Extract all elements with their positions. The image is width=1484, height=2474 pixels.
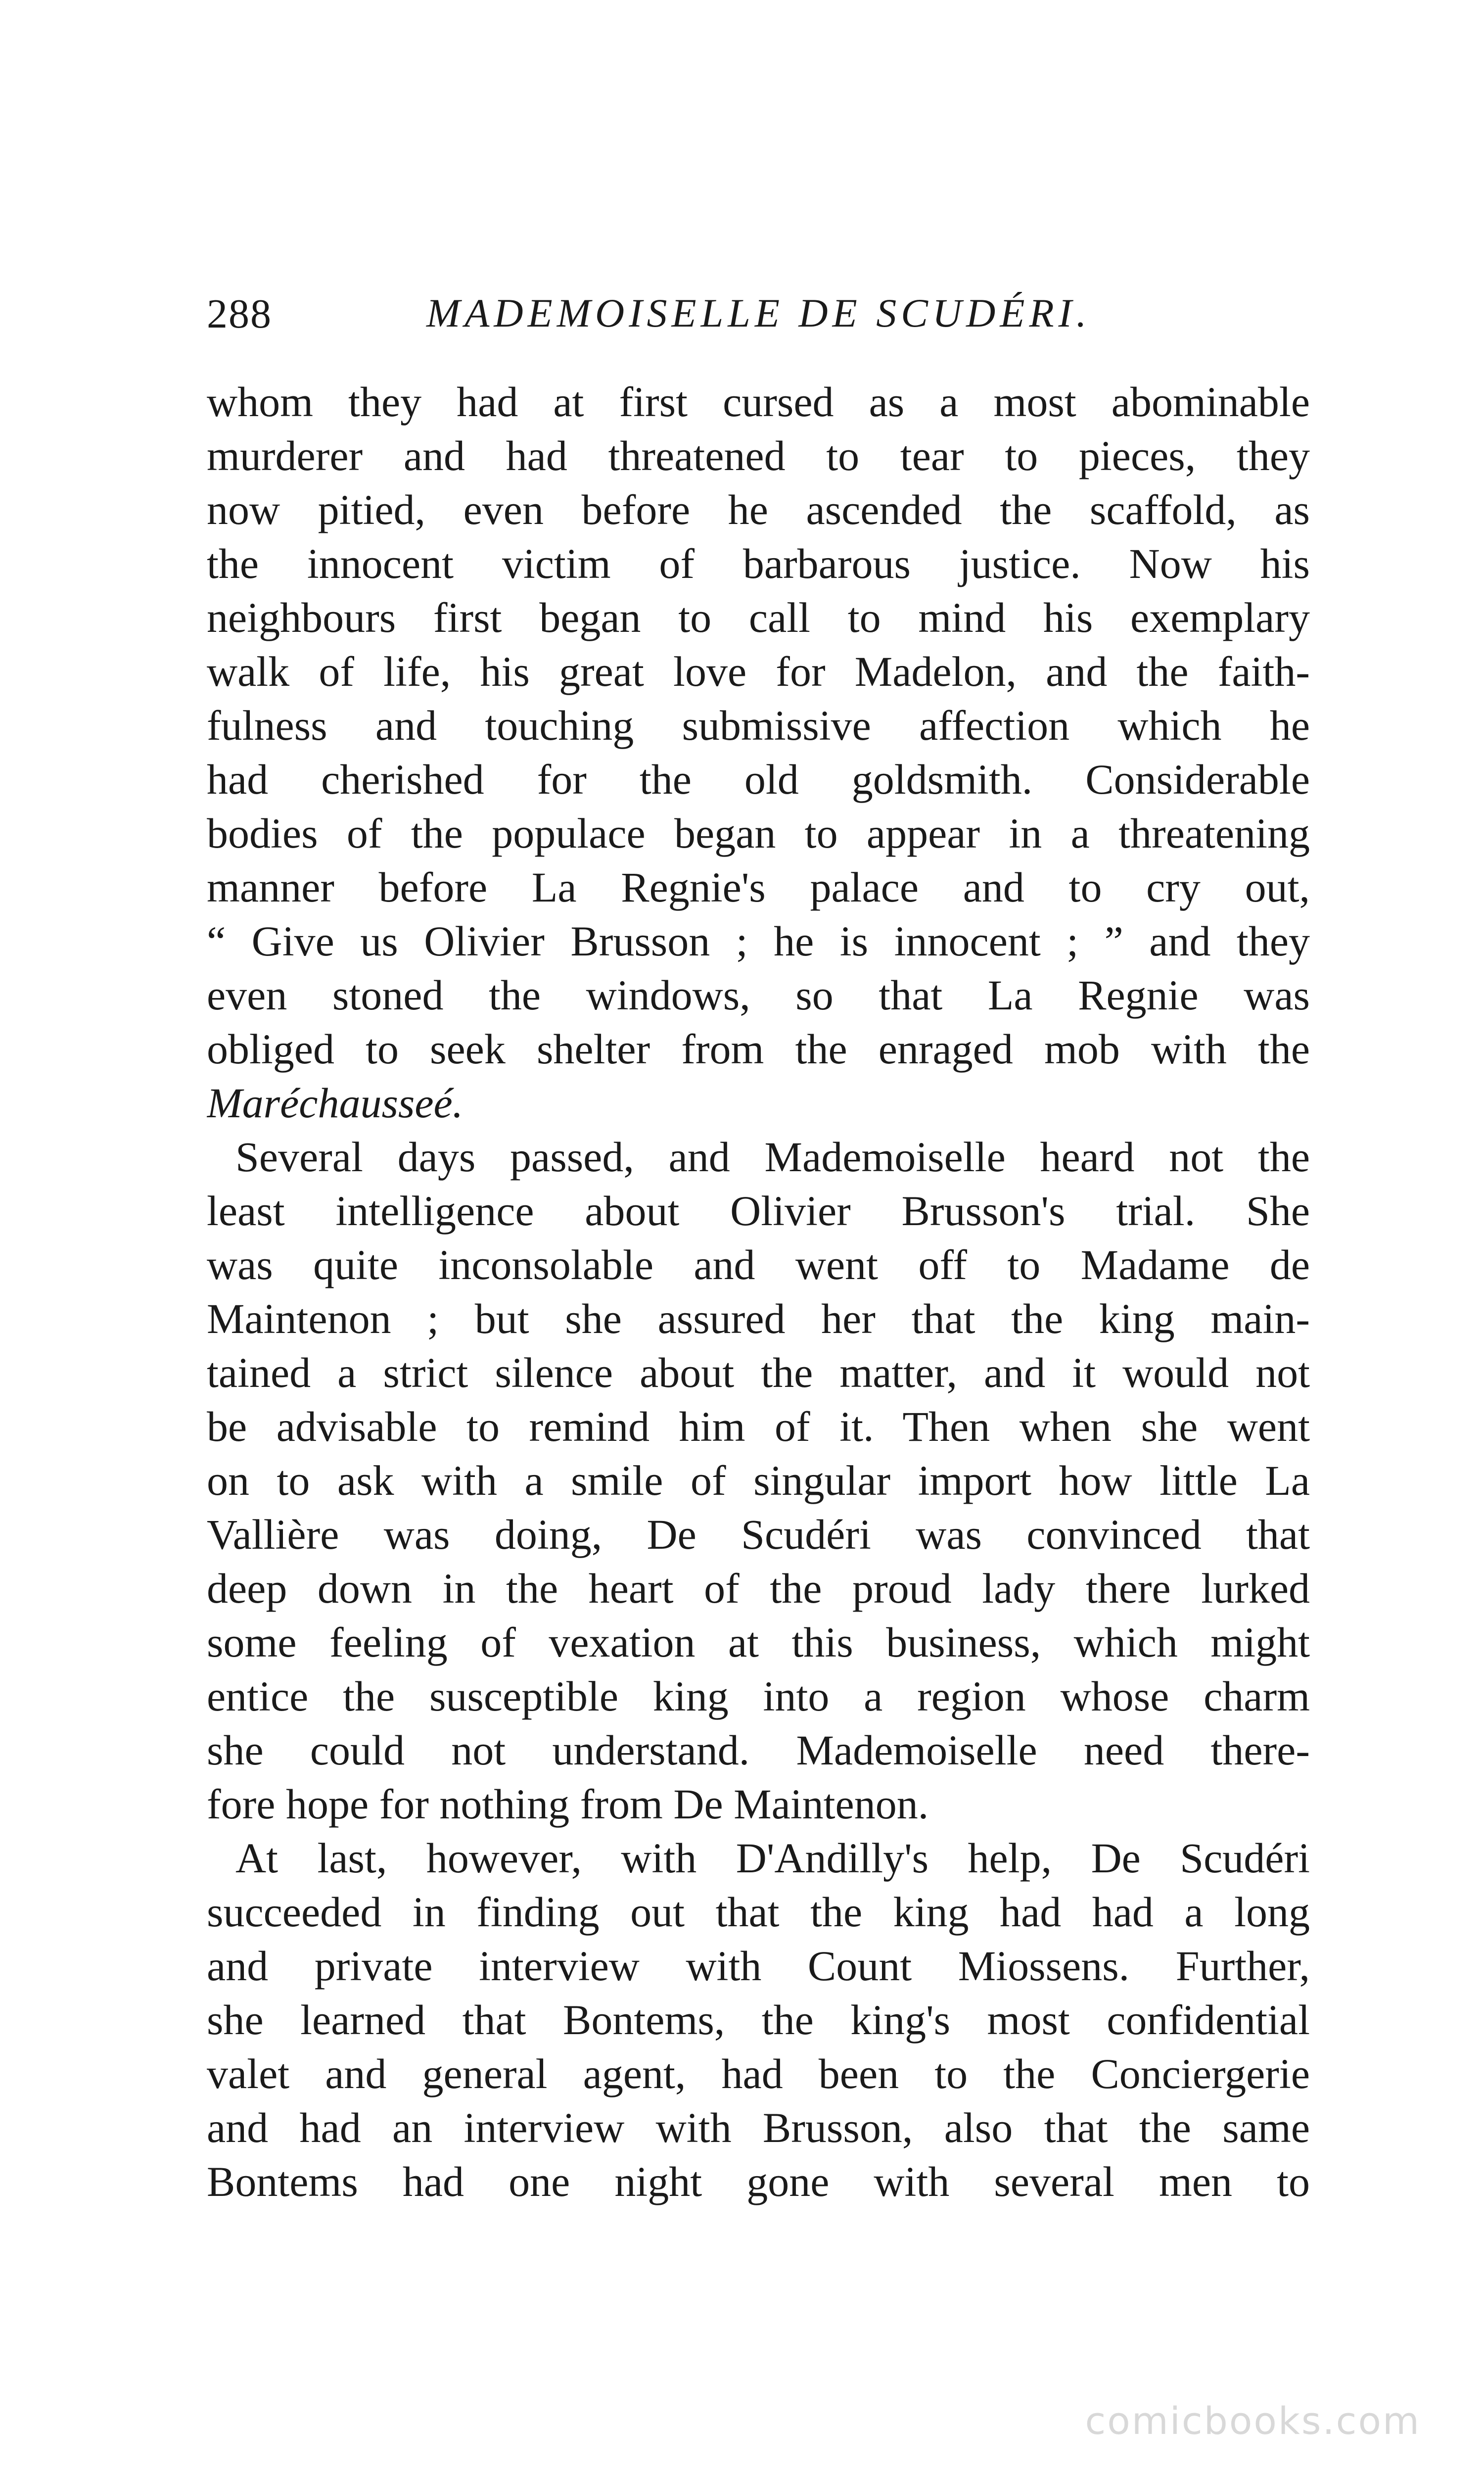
text-line: least intelligence about Olivier Brusson's trial. She bbox=[207, 1187, 1310, 1235]
text-line: murderer and had threatened to tear to pieces, they bbox=[207, 432, 1310, 479]
watermark: comicbooks.com bbox=[1085, 2399, 1421, 2443]
text-line: entice the susceptible king into a region whose charm bbox=[207, 1672, 1310, 1720]
text-line: whom they had at first cursed as a most abominable bbox=[207, 378, 1310, 426]
text-line: she could not understand. Mademoiselle need there- bbox=[207, 1726, 1310, 1774]
text-line: the innocent victim of barbarous justice. Now his bbox=[207, 540, 1310, 587]
text-line: tained a strict silence about the matter, and it would not bbox=[207, 1349, 1310, 1396]
text-line: Vallière was doing, De Scudéri was convinced that bbox=[207, 1511, 1310, 1558]
text-line: Several days passed, and Mademoiselle heard not the bbox=[235, 1133, 1310, 1181]
text-line: was quite inconsolable and went off to Madame de bbox=[207, 1241, 1310, 1288]
text-line: fulness and touching submissive affection which he bbox=[207, 702, 1310, 749]
text-line: manner before La Regnie's palace and to cry out, bbox=[207, 863, 1310, 911]
text-line: Maintenon ; but she assured her that the king main- bbox=[207, 1295, 1310, 1342]
text-line: obliged to seek shelter from the enraged mob with the bbox=[207, 1025, 1310, 1073]
text-line: be advisable to remind him of it. Then when she went bbox=[207, 1403, 1310, 1450]
text-line: bodies of the populace began to appear in a threatening bbox=[207, 809, 1310, 857]
text-line: on to ask with a smile of singular import how little La bbox=[207, 1457, 1310, 1504]
text-line: “ Give us Olivier Brusson ; he is innocent ; ” and they bbox=[207, 917, 1310, 965]
text-line: fore hope for nothing from De Maintenon. bbox=[207, 1780, 929, 1828]
running-title: MADEMOISELLE DE SCUDÉRI. bbox=[426, 290, 1091, 335]
text-line: Maréchausseé. bbox=[207, 1079, 464, 1127]
text-line: succeeded in finding out that the king had had a long bbox=[207, 1888, 1310, 1936]
text-line: had cherished for the old goldsmith. Considerable bbox=[207, 756, 1310, 803]
text-line: valet and general agent, had been to the Conciergerie bbox=[207, 2050, 1310, 2097]
text-line: even stoned the windows, so that La Regnie was bbox=[207, 971, 1310, 1019]
text-line: some feeling of vexation at this business, which might bbox=[207, 1618, 1310, 1666]
text-line: deep down in the heart of the proud lady there lurked bbox=[207, 1565, 1310, 1612]
text-line: now pitied, even before he ascended the scaffold, as bbox=[207, 486, 1310, 533]
text-line: she learned that Bontems, the king's most confidential bbox=[207, 1996, 1310, 2044]
page-header bbox=[207, 290, 1310, 344]
body-text bbox=[207, 375, 1310, 2209]
text-line: neighbours first began to call to mind his exemplary bbox=[207, 594, 1310, 641]
text-line: and private interview with Count Miossens. Further, bbox=[207, 1942, 1310, 1990]
page-number: 288 bbox=[207, 291, 272, 337]
text-line: Bontems had one night gone with several men to bbox=[207, 2158, 1310, 2205]
text-line: walk of life, his great love for Madelon, and the faith- bbox=[207, 648, 1310, 695]
text-line: At last, however, with D'Andilly's help, De Scudéri bbox=[235, 1834, 1310, 1882]
text-line: and had an interview with Brusson, also that the same bbox=[207, 2104, 1310, 2151]
